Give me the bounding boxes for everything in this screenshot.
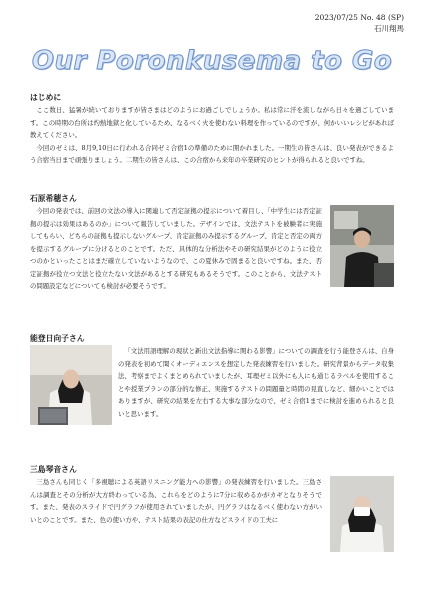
- section-paragraph-ishihara: 今回の発表では、前回の文法の導入に関連して否定証拠の提示について着目し、「中学生には否定証拠の提示は効果はあるのか」について報告していました。デザインでは、文法テストを被験者に実施してもらい、どちらの証拠も提示しないグループ、肯定証拠のみ提示するグループ、肯定と否定の両方を提示するグループに分けるとのことです。ただ、具体的な分析法やその研究結果がどのように役立つのかといったことはまだ確立していないようなので、この夏休みで固まると良いですね。また、否定証拠が役立つ文法と役立たない文法があるとする研究もあるそうです。このことから、文法テストの問題設定などについても検討が必要そうです。: [30, 207, 322, 290]
- section-body-noto: [118, 345, 394, 420]
- section-body-ishihara: [30, 205, 322, 293]
- section-body-mishima: [30, 476, 322, 526]
- section-paragraph-mishima: 三島さんも同じく「多視聴による英語リスニング能力への影響」の発表練習を行いました。三島さんは調査とその分析が大方終わっている為、これらをどのように7分に収めるかがカギとなりそうです。また、発表のスライドで円グラフが使用されていましたが、円グラフはなるべく使わない方がいいとのことです。また、色の使い方や、テスト結果の表記の仕方などスライドの工夫に: [30, 478, 322, 524]
- presenter-photo-mishima: [330, 476, 394, 552]
- section-paragraph-noto: 「文法用語理解の現状と新出文法指導に関わる影響」についての調査を行う能登さんは、自身の発表を初めて聞くオーディエンスを想定した発表練習を行いました。研究背景からデータ収集法、考察までよくまとめられていましたが、耳理ゼミ以外にも人にも通じるラベルを使用することや授業プランの部分的な修正、実施するテストの問題量と時間の見直しなど、細かいことではありますが、研究の結果を左右する大事な部分なので、ゼミ合宿1までに検討を進められると良いと思います。: [118, 347, 394, 418]
- section-heading-mishima: 三島琴音さん: [30, 465, 77, 474]
- intro-paragraph-2: 今回のゼミは、8月9,10日に行われる合同ゼミ合宿1の準備のために開かれました。一期生の皆さんは、良い発表ができるよう合宿当日まで頑張りましょう。二期生の皆さんは、この合宿から来年の卒業研究のヒントが得られると良いですね。: [30, 143, 394, 164]
- issue-date-number: 2023/07/25 No. 48 (SP): [314, 13, 404, 22]
- issue-meta: [315, 12, 404, 34]
- intro-heading: はじめに: [30, 93, 62, 102]
- newsletter-title: Our Poronkusema to Go: [31, 46, 393, 76]
- author-name: 石川翔馬: [374, 24, 404, 33]
- presenter-photo-noto: [30, 345, 112, 425]
- intro-body: [30, 104, 394, 167]
- presenter-photo-ishihara: [330, 205, 394, 287]
- intro-paragraph-1: ここ数日、猛暑が続いておりますが皆さまはどのようにお過ごしでしょうか。私は常に汗を流しながら日々を過ごしています。この時期の台所は灼熱地獄と化しているため、なるべく火を使わない料理を作っているのですが、何かいいレシピがあれば教えてください。: [30, 106, 394, 139]
- section-heading-ishihara: 石原希穂さん: [30, 194, 77, 203]
- section-heading-noto: 能登日向子さん: [30, 334, 85, 343]
